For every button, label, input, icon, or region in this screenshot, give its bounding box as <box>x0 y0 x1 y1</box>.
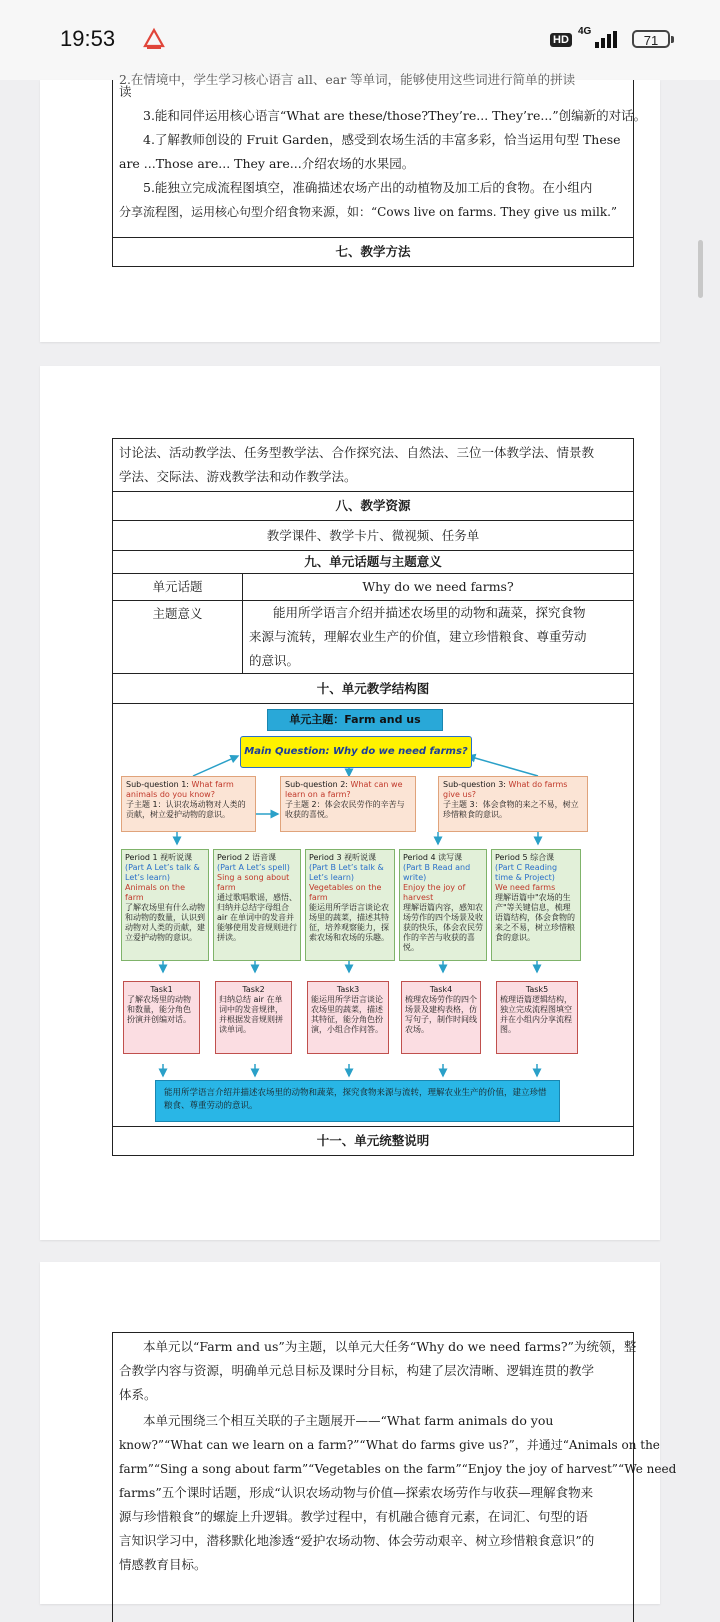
subquestion-2 <box>280 776 416 832</box>
period-1-part: (Part A Let’s talk & Let’s learn) <box>125 863 200 882</box>
subquestion-1 <box>121 776 256 832</box>
text-line: know?”“What can we learn on a farm?”“What do farms give us?”，并通过“Animals on the <box>119 1438 660 1452</box>
text-line: 读 <box>119 84 132 99</box>
resources-cell: 教学课件、教学卡片、微视频、任务单 <box>112 520 634 551</box>
period-2-part: (Part A Let’s spell) <box>217 863 290 872</box>
task-2 <box>215 981 292 1054</box>
text-line: 5.能独立完成流程图填空，准确描述农场产出的动植物及加工后的食物。在小组内 <box>143 180 593 195</box>
task-4 <box>401 981 481 1054</box>
text-line: 合教学内容与资源，明确单元总目标及课时分目标，构建了层次清晰、逻辑连贯的教学 <box>119 1363 595 1378</box>
subquestion-2-head: Sub-question 2: <box>285 780 351 789</box>
unit-goal-box: 能用所学语言介绍并描述农场里的动物和蔬菜，探究食物来源与流转，理解农业生产的价值，建立珍惜粮食、尊重劳动的意识。 <box>155 1080 560 1122</box>
section-heading-8: 八、教学资源 <box>112 491 634 521</box>
task-3 <box>307 981 389 1054</box>
text-line: farm”“Sing a song about farm”“Vegetables on the farm”“Enjoy the joy of harvest”“We need <box>119 1462 677 1476</box>
main-question-box: Main Question: Why do we need farms? <box>240 736 472 768</box>
text-line: are ...Those are... They are...介绍农场的水果园。 <box>119 156 415 171</box>
text-line: 4.了解教师创设的 Fruit Garden，感受到农场生活的丰富多彩，恰当运用句型 These <box>143 132 621 147</box>
section-heading-10: 十、单元教学结构图 <box>112 673 634 704</box>
text-line: 学法、交际法、游戏教学法和动作教学法。 <box>119 469 357 484</box>
section-heading-11: 十一、单元统整说明 <box>112 1126 634 1156</box>
clock: 19:53 <box>60 26 116 51</box>
text-line: 源与珍惜粮食”的螺旋上升逻辑。教学过程中，有机融合德育元素，在词汇、句型的语 <box>119 1509 588 1524</box>
task-3-title: Task3 <box>336 985 360 994</box>
hd-badge: HD <box>550 33 572 47</box>
subquestion-2-body: 子主题 2：体会农民劳作的辛苦与收获的喜悦。 <box>285 800 405 819</box>
period-2-body: 通过歌唱歌谣，感悟、归纳并总结字母组合 air 在单词中的发音并能够使用发音规则进行拼读。 <box>217 893 297 942</box>
scrollbar[interactable] <box>698 240 703 298</box>
period-4-body: 理解语篇内容，感知农场劳作的四个场景及收获的快乐，体会农民劳作的辛苦与收获的喜悦。 <box>403 903 483 952</box>
text-line: 能用所学语言介绍并描述农场里的动物和蔬菜，探究食物 <box>273 605 586 620</box>
period-5-part: (Part C Reading time & Project) <box>495 863 558 882</box>
period-5-topic: We need farms <box>495 883 556 892</box>
period-4-topic: Enjoy the joy of harvest <box>403 883 466 902</box>
meaning-label: 主题意义 <box>112 600 243 674</box>
period-1 <box>121 849 209 961</box>
section-heading-7: 七、教学方法 <box>112 237 634 267</box>
task-2-body: 归纳总结 air 在单词中的发音规律，并根据发音规则拼读单词。 <box>219 995 283 1034</box>
document-page-2 <box>40 366 660 1240</box>
subquestion-3-head: Sub-question 3: <box>443 780 509 789</box>
signal-icon <box>595 31 619 48</box>
task-5-body: 梳理语篇逻辑结构，独立完成流程图填空并在小组内分享流程图。 <box>500 995 572 1034</box>
text-line: 的意识。 <box>249 653 300 668</box>
text-line: 本单元围绕三个相互关联的子主题展开——“What farm animals do you <box>143 1413 554 1428</box>
integration-cell <box>112 1332 677 1622</box>
app-notification-icon <box>143 28 165 50</box>
task-4-body: 梳理农场劳作的四个场景及建构表格，仿写句子，制作时间线农场。 <box>405 995 477 1034</box>
period-1-body: 了解农场里有什么动物和动物的数量，认识到动物对人类的贡献，建立爱护动物的意识。 <box>125 903 205 942</box>
document-page-1 <box>40 72 660 342</box>
period-1-topic: Animals on the farm <box>125 883 186 902</box>
section-heading-9: 九、单元话题与主题意义 <box>112 550 634 574</box>
period-2-title: Period 2 语音课 <box>217 853 277 862</box>
text-line: 分享流程图，运用核心句型介绍食物来源，如：“Cows live on farms. They give us milk.” <box>119 205 618 219</box>
text-line: 来源与流转，理解农业生产的价值，建立珍惜粮食、尊重劳动 <box>249 629 587 644</box>
period-3-part: (Part B Let’s talk & Let’s learn) <box>309 863 384 882</box>
document-page-3 <box>40 1262 677 1604</box>
subquestion-3-question: What do farms give us? <box>443 780 568 799</box>
subquestion-1-head: Sub-question 1: <box>126 780 192 789</box>
period-5-body: 理解语篇中"农场的生产"等关键信息，梳理语篇结构，体会食物的来之不易，树立珍惜粮食的意识。 <box>495 893 575 942</box>
period-1-title: Period 1 视听说课 <box>125 853 193 862</box>
task-3-body: 能运用所学语言谈论农场里的蔬菜，描述其特征，能分角色扮演，小组合作问答。 <box>311 995 383 1034</box>
text-line: 3.能和同伴运用核心语言“What are these/those?They’re... They’re...”创编新的对话。 <box>143 108 647 123</box>
subquestion-3 <box>438 776 588 832</box>
task-2-title: Task2 <box>242 985 265 994</box>
period-3 <box>305 849 395 961</box>
subquestion-1-question: What farm animals do you know? <box>126 780 234 799</box>
objectives-cell <box>112 72 647 238</box>
structure-diagram <box>112 703 634 1127</box>
period-5 <box>491 849 581 961</box>
period-4-title: Period 4 读写课 <box>403 853 463 862</box>
subquestion-2-question: What can we learn on a farm? <box>285 780 403 799</box>
battery-tip <box>671 36 674 43</box>
task-1-body: 了解农场里的动物和数量，能分角色扮演并创编对话。 <box>127 995 191 1024</box>
unit-theme-box: 单元主题：Farm and us <box>267 709 443 731</box>
subquestion-3-body: 子主题 3：体会食物的来之不易，树立珍惜粮食的意识。 <box>443 800 579 819</box>
text-line: farms”五个课时话题，形成“认识农场动物与价值—探索农场劳作与收获—理解食物来 <box>119 1485 594 1500</box>
text-line: 体系。 <box>119 1387 157 1402</box>
period-5-title: Period 5 综合课 <box>495 853 555 862</box>
period-3-title: Period 3 视听说课 <box>309 853 377 862</box>
text-line: 本单元以“Farm and us”为主题，以单元大任务“Why do we need farms?”为统领，整 <box>143 1339 637 1354</box>
period-3-topic: Vegetables on the farm <box>309 883 382 902</box>
period-2-topic: Sing a song about farm <box>217 873 290 892</box>
subquestion-1-body: 子主题 1：认识农场动物对人类的贡献，树立爱护动物的意识。 <box>126 800 246 819</box>
task-4-title: Task4 <box>429 985 453 994</box>
network-type: 4G <box>578 26 592 37</box>
topic-value: Why do we need farms? <box>242 573 634 601</box>
period-3-body: 能运用所学语言谈论农场里的蔬菜，描述其特征，培养观察能力，探索农场和农场的乐趣。 <box>309 903 389 942</box>
battery-level: 71 <box>643 33 659 48</box>
text-line: 言知识学习中，潜移默化地渗透“爱护农场动物、体会劳动艰辛、树立珍惜粮食意识”的 <box>119 1533 595 1548</box>
task-5-title: Task5 <box>525 985 549 994</box>
cut-text-line: 2.在情境中，学生学习核心语言 all、ear 等单词，能够使用这些词进行简单的拼读 <box>119 72 576 87</box>
task-5 <box>496 981 578 1054</box>
topic-label: 单元话题 <box>112 573 243 601</box>
text-line: 情感教育目标。 <box>119 1557 207 1572</box>
text-line: 讨论法、活动教学法、任务型教学法、合作探究法、自然法、三位一体教学法、情景教 <box>119 445 595 460</box>
period-4-part: (Part B Read and write) <box>403 863 471 882</box>
period-4 <box>399 849 487 961</box>
battery-icon <box>632 30 670 48</box>
task-1 <box>123 981 200 1054</box>
methods-cell <box>112 438 634 492</box>
period-2 <box>213 849 301 961</box>
meaning-cell <box>242 600 634 674</box>
task-1-title: Task1 <box>150 985 173 994</box>
